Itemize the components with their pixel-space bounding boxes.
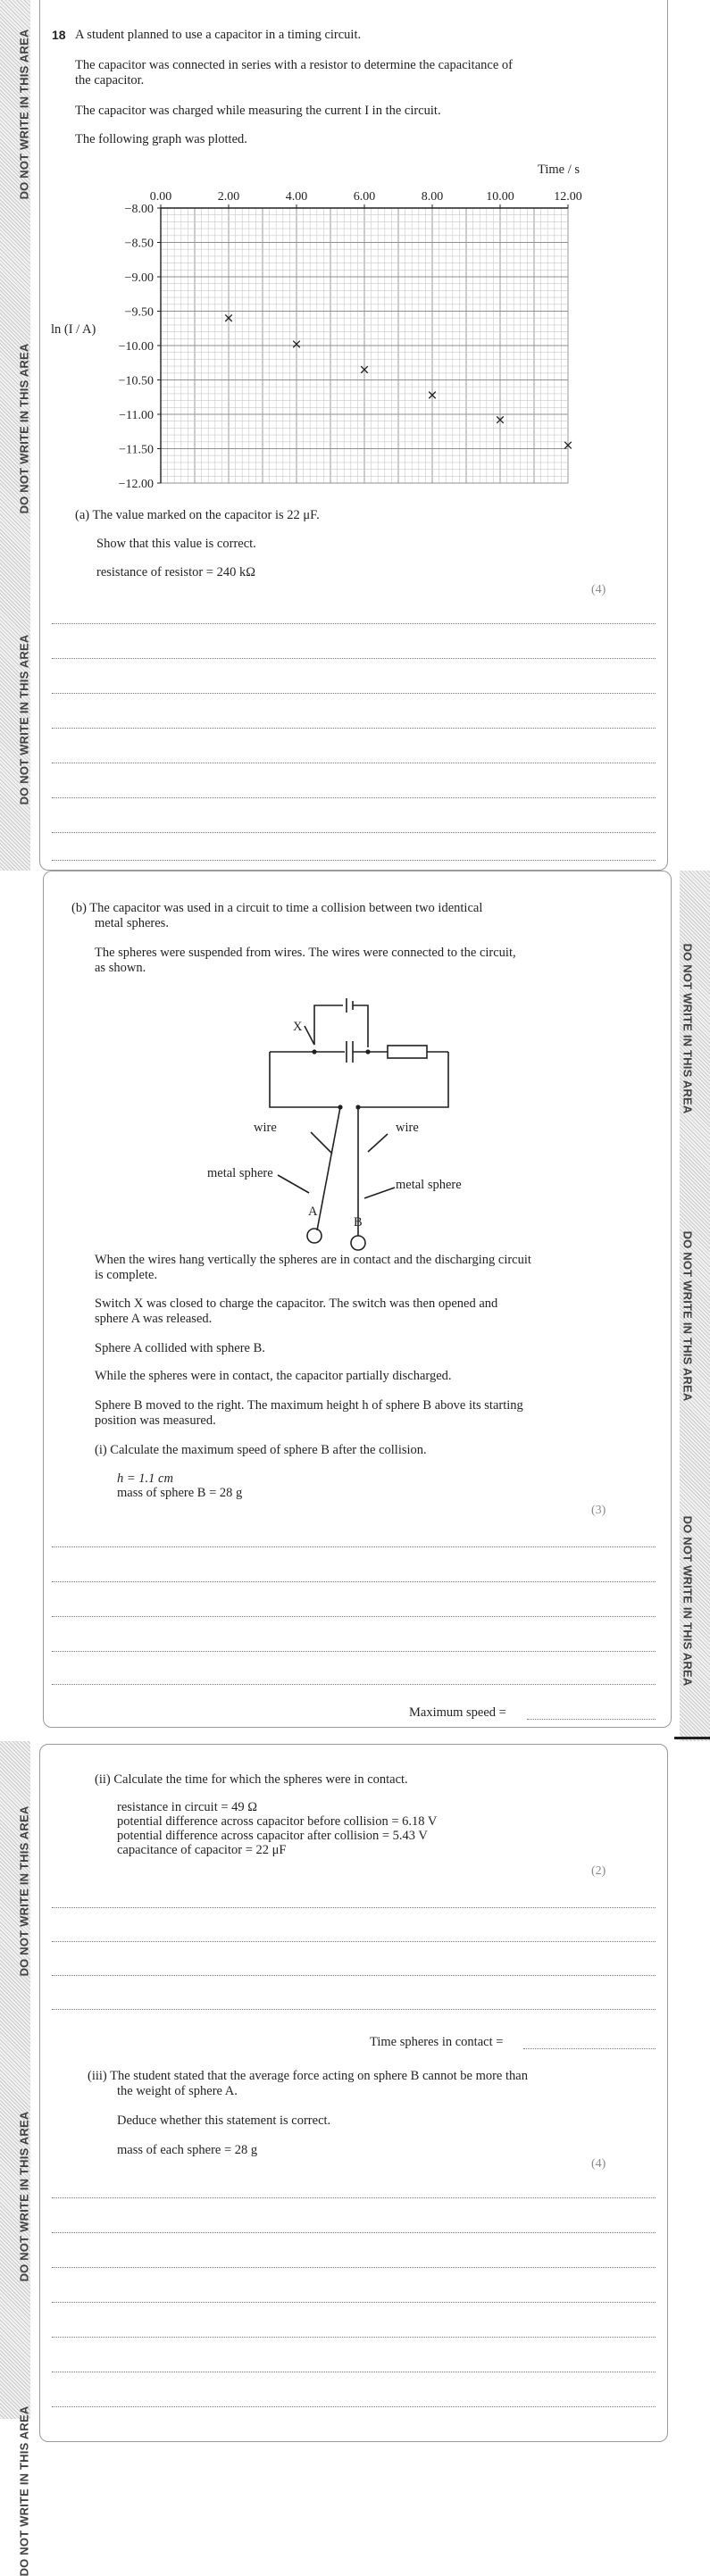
circuit-diagram	[0, 973, 710, 1241]
part-b-ii-marks: (2)	[591, 1864, 606, 1878]
junction-dot	[365, 1049, 370, 1054]
switch-x	[305, 1026, 314, 1045]
sphere-left-label: metal sphere	[207, 1166, 273, 1180]
x-tick-label: 6.00	[353, 190, 376, 204]
sphere-right-label: metal sphere	[396, 1178, 462, 1192]
answer-line[interactable]	[52, 860, 656, 861]
y-tick-label: −10.00	[118, 340, 154, 354]
question-intro: A student planned to use a capacitor in a timing circuit.	[75, 28, 362, 42]
wire-right-leader	[368, 1134, 388, 1152]
answer-line[interactable]	[52, 1684, 656, 1685]
graph-x-label: Time / s	[538, 163, 581, 177]
question-number: 18	[52, 28, 66, 42]
part-b-ii-given3: potential difference across capacitor after collision = 5.43 V	[117, 1829, 428, 1843]
question-para3: The following graph was plotted.	[75, 132, 247, 146]
contact-time-answer-label: Time spheres in contact =	[370, 2035, 504, 2049]
graph-y-label: ln (I / A)	[51, 322, 96, 337]
part-b-p5: While the spheres were in contact, the capacitor partially discharged.	[95, 1369, 452, 1383]
wire-left-label: wire	[254, 1121, 277, 1135]
answer-line[interactable]	[52, 2009, 656, 2010]
answer-line[interactable]	[52, 1975, 656, 1976]
part-b-i-given1: h = 1.1 cm	[117, 1471, 173, 1486]
contact-time-answer-line[interactable]	[523, 2048, 656, 2049]
sphere-b-label: B	[354, 1215, 363, 1230]
answer-line[interactable]	[52, 1546, 656, 1547]
sphere-left-leader	[278, 1175, 309, 1193]
answer-line[interactable]	[52, 832, 656, 833]
margin-warning-7: DO NOT WRITE IN THIS AREA	[17, 1805, 31, 1977]
graph-grid	[161, 208, 568, 483]
answer-line[interactable]	[52, 1941, 656, 1942]
part-b-line2: metal spheres.	[95, 916, 169, 930]
cell-return-wire	[353, 1005, 368, 1047]
y-tick-label: −11.00	[119, 409, 154, 422]
margin-warning-6: DO NOT WRITE IN THIS AREA	[681, 1515, 695, 1687]
sphere-right-leader	[364, 1188, 395, 1198]
part-b-ii-question: (ii) Calculate the time for which the spheres were in contact.	[95, 1772, 408, 1787]
loop-left-side	[270, 1052, 340, 1107]
answer-line[interactable]	[52, 2197, 656, 2198]
part-b-p2-line2: is complete.	[95, 1268, 158, 1282]
x-tick-label: 0.00	[149, 190, 172, 204]
part-b-p1-line2: as shown.	[95, 961, 146, 975]
wire-right-label: wire	[396, 1121, 419, 1135]
margin-warning-8: DO NOT WRITE IN THIS AREA	[17, 2111, 31, 2282]
answer-line[interactable]	[52, 693, 656, 694]
part-b-p1-line1: The spheres were suspended from wires. The wires were connected to the circuit,	[95, 946, 516, 960]
part-b-iii-line2: the weight of sphere A.	[117, 2084, 238, 2098]
part-b-p6-line1: Sphere B moved to the right. The maximum height h of sphere B above its starting	[95, 1398, 523, 1413]
junction-dot	[312, 1049, 316, 1054]
answer-line[interactable]	[52, 728, 656, 729]
part-b-p4: Sphere A collided with sphere B.	[95, 1341, 265, 1355]
answer-line[interactable]	[52, 2267, 656, 2268]
part-b-p3-line2: sphere A was released.	[95, 1312, 213, 1326]
answer-line[interactable]	[52, 1581, 656, 1582]
x-tick-label: 8.00	[421, 190, 444, 204]
part-a-given: resistance of resistor = 240 kΩ	[96, 565, 256, 579]
part-b-p2-line1: When the wires hang vertically the spheres are in contact and the discharging circuit	[95, 1253, 531, 1267]
graph	[0, 0, 710, 500]
part-b-iii-instruction: Deduce whether this statement is correct.	[117, 2113, 331, 2128]
margin-warning-2: DO NOT WRITE IN THIS AREA	[17, 343, 31, 514]
y-tick-label: −11.50	[119, 443, 154, 457]
part-a-marks: (4)	[591, 583, 606, 596]
part-b-ii-given4: capacitance of capacitor = 22 μF	[117, 1843, 287, 1857]
part-a-instruction: Show that this value is correct.	[96, 537, 256, 551]
margin-warning-3: DO NOT WRITE IN THIS AREA	[17, 634, 31, 805]
part-b-iii-marks: (4)	[591, 2157, 606, 2171]
resistor	[388, 1046, 427, 1058]
answer-line[interactable]	[52, 2337, 656, 2338]
junction-dot	[355, 1105, 360, 1109]
part-b-i-given2: mass of sphere B = 28 g	[117, 1486, 243, 1500]
wire-left-leader	[311, 1132, 332, 1154]
part-b-i-marks: (3)	[591, 1504, 606, 1517]
part-b-iii-given: mass of each sphere = 28 g	[117, 2143, 258, 2157]
question-para2: The capacitor was charged while measuring the current I in the circuit.	[75, 104, 441, 118]
part-b-p6-line2: position was measured.	[95, 1413, 216, 1428]
x-tick-label: 2.00	[217, 190, 240, 204]
answer-line[interactable]	[52, 623, 656, 624]
margin-warning-1: DO NOT WRITE IN THIS AREA	[17, 29, 31, 200]
answer-line[interactable]	[52, 1651, 656, 1652]
y-tick-label: −12.00	[118, 478, 154, 491]
answer-line[interactable]	[52, 1907, 656, 1908]
part-a-label: (a) The value marked on the capacitor is 22 μF.	[75, 508, 320, 522]
stripe-divider	[674, 1737, 710, 1739]
y-tick-label: −9.50	[124, 305, 154, 320]
part-b-i-question: (i) Calculate the maximum speed of sphere B after the collision.	[95, 1443, 427, 1457]
part-b-ii-given1: resistance in circuit = 49 Ω	[117, 1800, 258, 1814]
part-b-ii-given2: potential difference across capacitor before collision = 6.18 V	[117, 1814, 438, 1829]
y-tick-label: −9.00	[124, 271, 154, 285]
answer-line[interactable]	[52, 2406, 656, 2407]
margin-warning-5: DO NOT WRITE IN THIS AREA	[681, 1230, 695, 1402]
switch-branch-wire	[314, 1005, 343, 1045]
answer-line[interactable]	[52, 2232, 656, 2233]
margin-warning-4: DO NOT WRITE IN THIS AREA	[681, 943, 695, 1114]
answer-line[interactable]	[52, 658, 656, 659]
sphere-a	[307, 1229, 322, 1243]
answer-line[interactable]	[52, 1616, 656, 1617]
margin-warning-9: DO NOT WRITE IN THIS AREA	[17, 2405, 31, 2576]
x-tick-label: 10.00	[486, 190, 514, 204]
graph-axes	[157, 204, 568, 483]
part-b-p3-line1: Switch X was closed to charge the capacitor. The switch was then opened and	[95, 1296, 498, 1311]
sphere-a-label: A	[308, 1205, 318, 1219]
max-speed-answer-line[interactable]	[527, 1719, 656, 1720]
y-tick-label: −10.50	[118, 374, 154, 388]
x-tick-label: 4.00	[285, 190, 308, 204]
answer-line[interactable]	[52, 797, 656, 798]
y-tick-label: −8.00	[124, 203, 154, 216]
answer-line[interactable]	[52, 2302, 656, 2303]
junction-dot	[338, 1105, 342, 1109]
part-b-iii-line1: (iii) The student stated that the average force acting on sphere B cannot be more than	[88, 2069, 528, 2083]
question-para1-line2: the capacitor.	[75, 73, 145, 88]
part-b-line1: (b) The capacitor was used in a circuit to time a collision between two identical	[71, 901, 483, 915]
y-tick-label: −8.50	[124, 237, 154, 251]
x-tick-label: 12.00	[554, 190, 582, 204]
loop-right-side	[358, 1052, 448, 1107]
max-speed-answer-label: Maximum speed =	[409, 1705, 506, 1720]
pendulum-wire-a	[317, 1107, 340, 1230]
question-para1-line1: The capacitor was connected in series with a resistor to determine the capacitance of	[75, 58, 513, 72]
switch-x-label: X	[293, 1020, 303, 1034]
